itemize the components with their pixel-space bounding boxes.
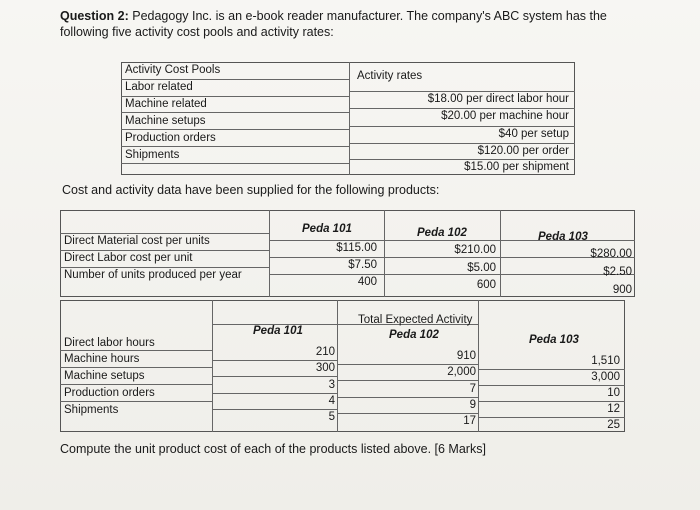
activity-row-label: Machine hours <box>64 353 140 365</box>
activity-row-line <box>478 417 625 418</box>
rates-row-line <box>121 146 349 147</box>
pool-label: Shipments <box>125 149 180 161</box>
activity-row-line <box>60 384 212 385</box>
product-value: 600 <box>476 279 496 291</box>
activity-header-peda-101: Peda 101 <box>253 325 303 337</box>
activity-row-line <box>60 401 212 402</box>
activity-row-line <box>60 367 212 368</box>
activity-value: 3 <box>328 379 335 391</box>
activity-value: 25 <box>607 419 620 431</box>
product-value: $2.50 <box>603 266 632 278</box>
rate-value: $18.00 per direct labor hour <box>427 93 569 105</box>
activity-row-label: Shipments <box>64 404 119 416</box>
products-intro: Cost and activity data have been supplied for the following products: <box>62 183 440 197</box>
activity-row-label: Machine setups <box>64 370 145 382</box>
product-value: 900 <box>612 284 632 296</box>
product-value: $7.50 <box>348 259 377 271</box>
rates-row-line <box>121 129 349 130</box>
activity-divider <box>478 300 479 432</box>
activity-value: 3,000 <box>591 371 620 383</box>
pool-label: Machine setups <box>125 115 206 127</box>
activity-value: 910 <box>456 350 476 362</box>
products-row-line <box>269 257 635 258</box>
activity-row-line <box>60 350 212 351</box>
activity-row-line <box>337 413 478 414</box>
activity-value: 4 <box>328 395 335 407</box>
activity-value: 5 <box>328 411 335 423</box>
products-divider <box>500 210 501 297</box>
rate-value: $120.00 per order <box>477 145 569 157</box>
rates-header-pools: Activity Cost Pools <box>125 64 221 76</box>
activity-header-peda-102: Peda 102 <box>389 329 439 341</box>
activity-value: 7 <box>469 383 476 395</box>
question-number: Question 2: <box>60 9 129 23</box>
product-value: $210.00 <box>454 244 496 256</box>
product-value: $5.00 <box>467 262 496 274</box>
pool-label: Machine related <box>125 98 207 110</box>
product-header-peda-102: Peda 102 <box>417 227 467 239</box>
product-value: 400 <box>357 276 377 288</box>
products-divider <box>384 210 385 297</box>
product-row-label: Direct Material cost per units <box>64 235 210 247</box>
activity-row-line <box>478 401 625 402</box>
pool-label: Production orders <box>125 132 216 144</box>
rate-value: $15.00 per shipment <box>464 161 569 173</box>
activity-row-line <box>212 376 337 377</box>
rates-row-line <box>121 112 349 113</box>
activity-row-label: Production orders <box>64 387 155 399</box>
activity-row-line <box>212 409 337 410</box>
rates-row-line <box>121 163 349 164</box>
activity-row-line <box>337 397 478 398</box>
activity-super-header: Total Expected Activity <box>358 314 473 326</box>
activity-value: 10 <box>607 387 620 399</box>
question-title <box>60 8 620 40</box>
activity-row-label: Direct labor hours <box>64 337 155 349</box>
activity-row-line <box>337 380 478 381</box>
rate-value: $20.00 per machine hour <box>441 110 569 122</box>
product-row-label: Direct Labor cost per unit <box>64 252 193 264</box>
activity-value: 300 <box>315 362 335 374</box>
activity-divider <box>212 300 213 432</box>
activity-value: 210 <box>315 346 335 358</box>
product-value: $280.00 <box>590 248 632 260</box>
product-value: $115.00 <box>336 242 377 254</box>
question-text: Pedagogy Inc. is an e-book reader manufacturer. The company's ABC system has the following five activity cost pools and activity rates: <box>60 9 607 39</box>
pool-label: Labor related <box>125 81 193 93</box>
activity-value: 17 <box>463 415 476 427</box>
rate-value: $40 per setup <box>498 128 569 140</box>
activity-value: 9 <box>469 399 476 411</box>
products-row-line <box>269 274 635 275</box>
activity-row-line <box>478 385 625 386</box>
products-divider <box>269 210 270 297</box>
activity-row-line <box>212 393 337 394</box>
activity-value: 1,510 <box>591 355 620 367</box>
product-row-label: Number of units produced per year <box>64 269 242 281</box>
product-header-peda-103: Peda 103 <box>538 231 588 243</box>
task-instruction: Compute the unit product cost of each of the products listed above. [6 Marks] <box>60 442 486 456</box>
product-header-peda-101: Peda 101 <box>302 223 352 235</box>
activity-value: 12 <box>607 403 620 415</box>
rates-header-rates: Activity rates <box>357 70 423 82</box>
activity-value: 2,000 <box>447 366 476 378</box>
activity-header-peda-103: Peda 103 <box>529 334 579 346</box>
